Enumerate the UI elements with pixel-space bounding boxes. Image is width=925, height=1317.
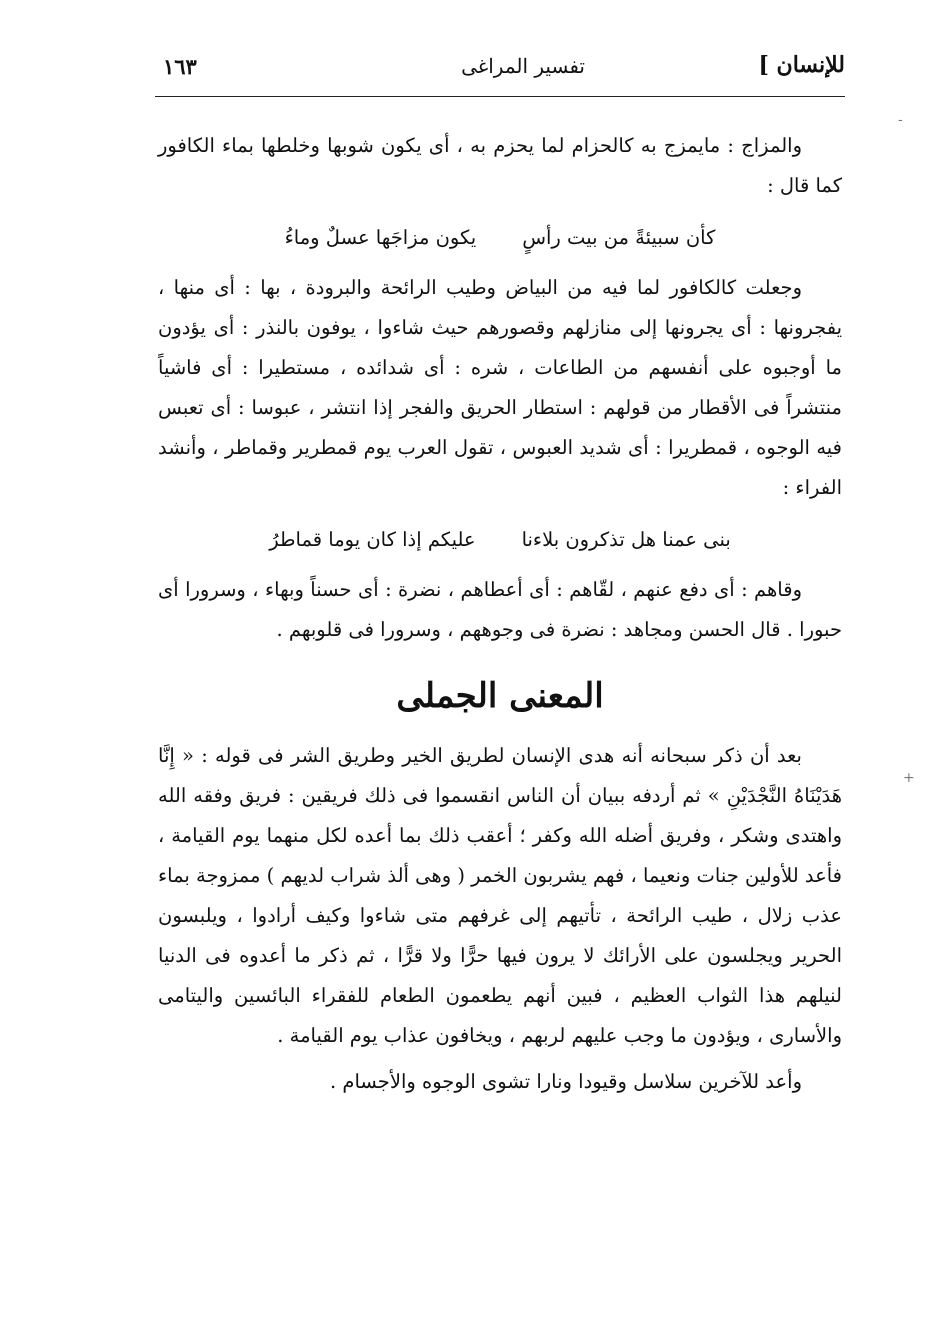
paragraph: بعد أن ذكر سبحانه أنه هدى الإنسان لطريق الخير وطريق الشر فى قوله : « إِنَّا هَدَيْنَاهُ النَّجْدَيْنِ » ثم أردفه ببيان أن الناس انقسموا فى ذلك فريقين : فريق وفقه الله واهتدى وشكر ، وفريق أضله الله وكفر ؛ أعقب ذلك بما أعده لكل منهما يوم القيامة ، فأعد للأولين جنات ونعيما ، فهم يشربون الخمر ( وهى ألذ شراب لديهم ) ممزوجة بماء عذب زلال ، طيب الرائحة ، تأتيهم إلى غرفهم متى شاءوا وكيف أرادوا ، ويلبسون الحرير ويجلسون على الأرائك لا يرون فيها حرًّا ولا قرًّا ، ثم ذكر ما أعدوه فى الدنيا لنيلهم هذا الثواب العظيم ، فبين أنهم يطعمون الطعام للفقراء البائسين واليتامى والأسارى ، ويؤدون ما وجب عليهم لربهم ، ويخافون عذاب يوم القيامة . xyxy=(158,744,842,1047)
margin-mark: - xyxy=(898,112,903,128)
paragraph: وجعلت كالكافور لما فيه من البياض وطيب الرائحة والبرودة ، بها : أى منها ، يفجرونها : أى يجرونها إلى منازلهم وقصورهم حيث شاءوا ، يوفون بالنذر : أى يؤدون ما أوجبوه على أنفسهم من الطاعات ، شره : أى شدائده ، مستطيرا : أى فاشياً منتشراً فى الأقطار من قولهم : استطار الحريق والفجر إذا انتشر ، عبوسا : أى تعبس فيه الوجوه ، قمطريرا : أى شديد العبوس ، تقول العرب يوم قمطرير وقماطر ، وأنشد الفراء : xyxy=(158,276,842,499)
verse-hemistich: بنى عمنا هل تذكرون بلاءنا xyxy=(521,528,731,551)
header-rule xyxy=(155,96,845,97)
poetry-verse xyxy=(158,522,842,558)
verse-hemistich: كأن سبيئةً من بيت رأسٍ xyxy=(522,226,716,249)
margin-mark: + xyxy=(903,770,915,786)
book-title: تفسير المراغى xyxy=(461,54,585,78)
sura-name: للإنسان ] xyxy=(758,52,845,78)
paragraph: والمزاج : مايمزج به كالحزام لما يحزم به ، أى يكون شوبها وخلطها بماء الكافور كما قال : xyxy=(158,134,842,197)
poetry-verse xyxy=(158,220,842,256)
paragraph: وقاهم : أى دفع عنهم ، لقّاهم : أى أعطاهم ، نضرة : أى حسناً وبهاء ، وسرورا أى حبورا . قال الحسن ومجاهد : نضرة فى وجوههم ، وسرورا فى قلوبهم . xyxy=(158,578,842,641)
section-heading: المعنى الجملى xyxy=(396,676,604,716)
verse-hemistich: يكون مزاجَها عسلٌ وماءُ xyxy=(284,226,477,249)
page-header xyxy=(155,50,845,96)
verse-hemistich: عليكم إذا كان يوما قماطرُ xyxy=(269,528,476,551)
page-number: ١٦٣ xyxy=(163,54,197,79)
paragraph: وأعد للآخرين سلاسل وقيودا ونارا تشوى الوجوه والأجسام . xyxy=(329,1070,802,1093)
page-body xyxy=(158,126,842,1102)
